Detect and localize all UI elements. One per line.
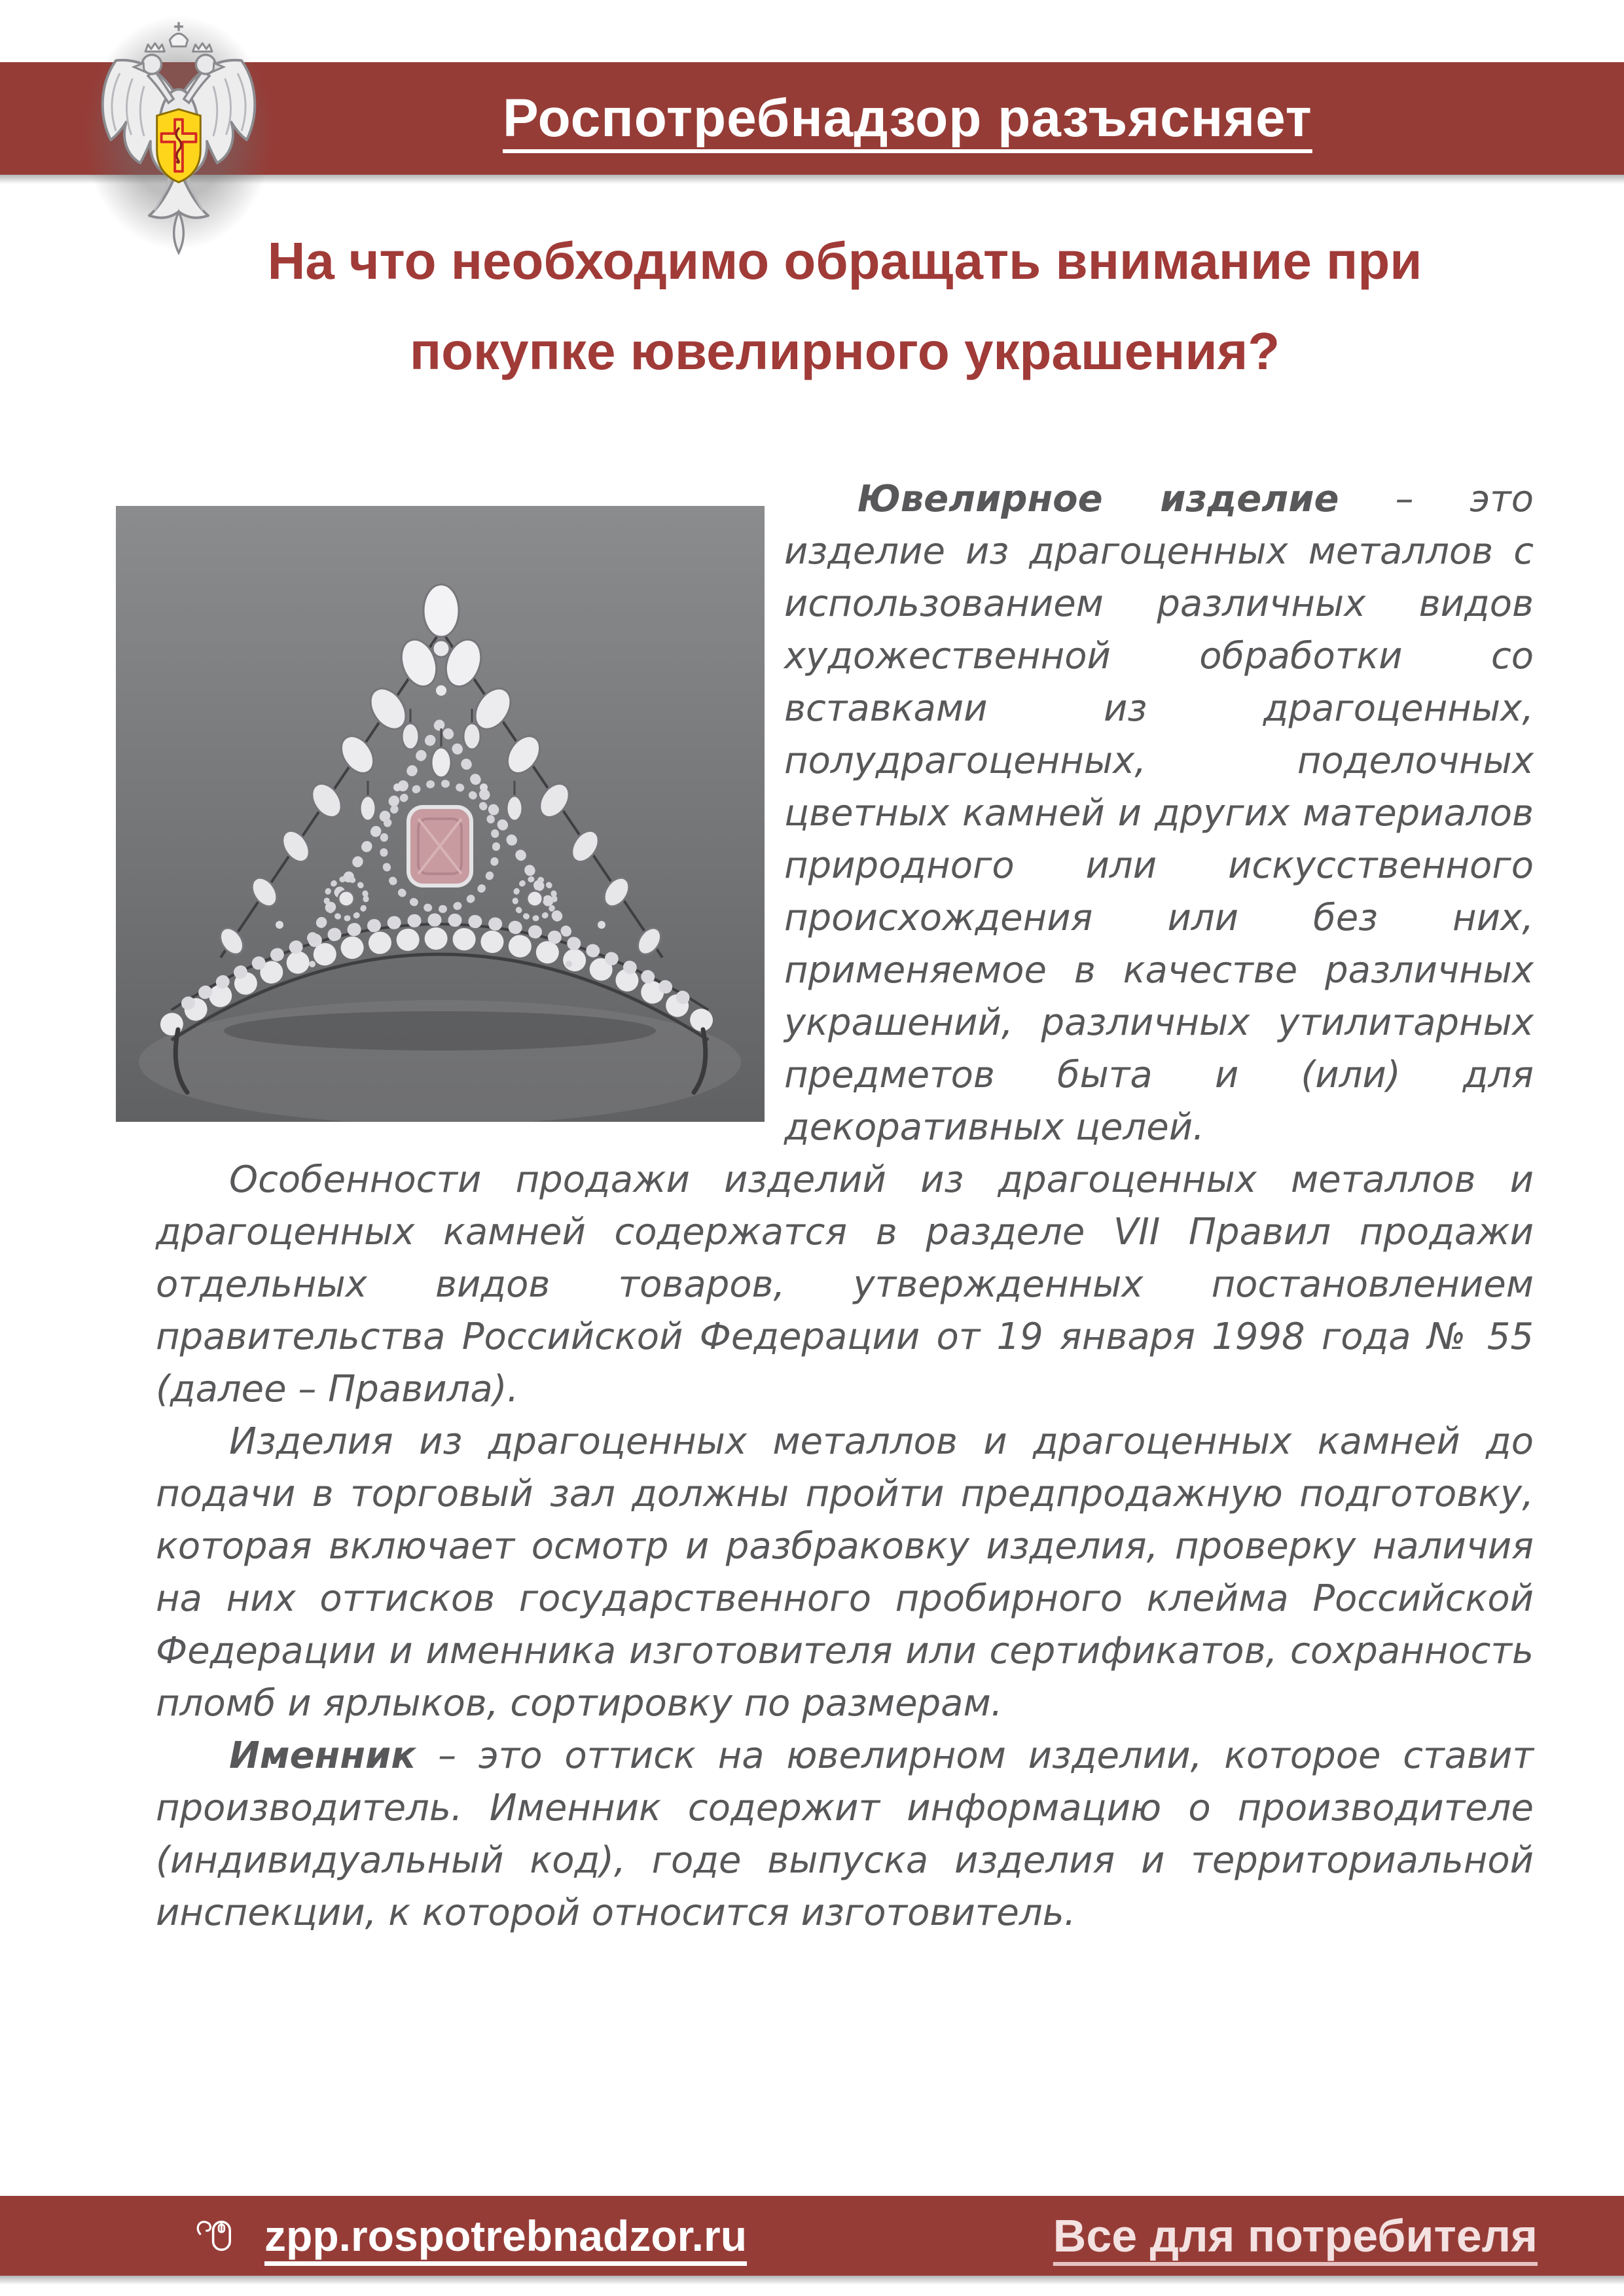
page-title-line1: На что необходимо обращать внимание при — [267, 232, 1422, 290]
paragraph-sale-rules: Особенности продажи изделий из драгоценных металлов и драгоценных камней содержатся в разделе VII Правил продажи отдельных видов товаров, утвержденных постановлением правительства Российской Федерации от 19 января 1998 года № 55 (далее – Правила). — [156, 1158, 1534, 1410]
footer-bar — [0, 2196, 1624, 2276]
paragraph-jewelry-definition: Ювелирное изделие – это изделие из драгоценных металлов с использованием различных видов художественной обработки со вставками из драгоценных, полудрагоценных, поделочных цветных камней и других материалов природного или искусственного происхождения или без них, применяемое в качестве различных украшений, различных утилитарных предметов быта и (или) для декоративных целей. — [784, 478, 1534, 1149]
footer-slogan: Все для потребителя — [1053, 2210, 1538, 2261]
header-title: Роспотребнадзор разъясняет — [503, 88, 1312, 148]
footer-left-group — [196, 2211, 747, 2261]
mouse-cursor-icon — [196, 2215, 238, 2256]
paragraph-lead-bold: Именник — [229, 1734, 416, 1777]
paragraph-imennik-definition: Именник – это оттиск на ювелирном изделии, которое ставит производитель. Именник содержит информацию о производителе (индивидуальный код), годе выпуска изделия и территориальной инспекции, к которой относится изготовитель. — [156, 1734, 1534, 1934]
image-text-row — [156, 473, 1534, 1154]
tiara-photo — [116, 506, 765, 1122]
page-title-line2: покупке ювелирного украшения? — [409, 322, 1280, 380]
document-body — [0, 473, 1624, 1939]
paragraph-lead-bold: Ювелирное изделие — [857, 478, 1339, 520]
footer-website-link[interactable]: zpp.rospotrebnadzor.ru — [264, 2212, 748, 2260]
page-title — [156, 216, 1534, 397]
footer-shadow-strip — [0, 2276, 1624, 2285]
paragraph-presale-preparation: Изделия из драгоценных металлов и драгоценных камней до подачи в торговый зал должны пройти предпродажную подготовку, которая включает осмотр и разбраковку изделия, проверку наличия на них оттисков государственного пробирного клейма Российской Федерации и именника изготовителя или сертификатов, сохранность пломб и ярлыков, сортировку по размерам. — [156, 1420, 1534, 1725]
